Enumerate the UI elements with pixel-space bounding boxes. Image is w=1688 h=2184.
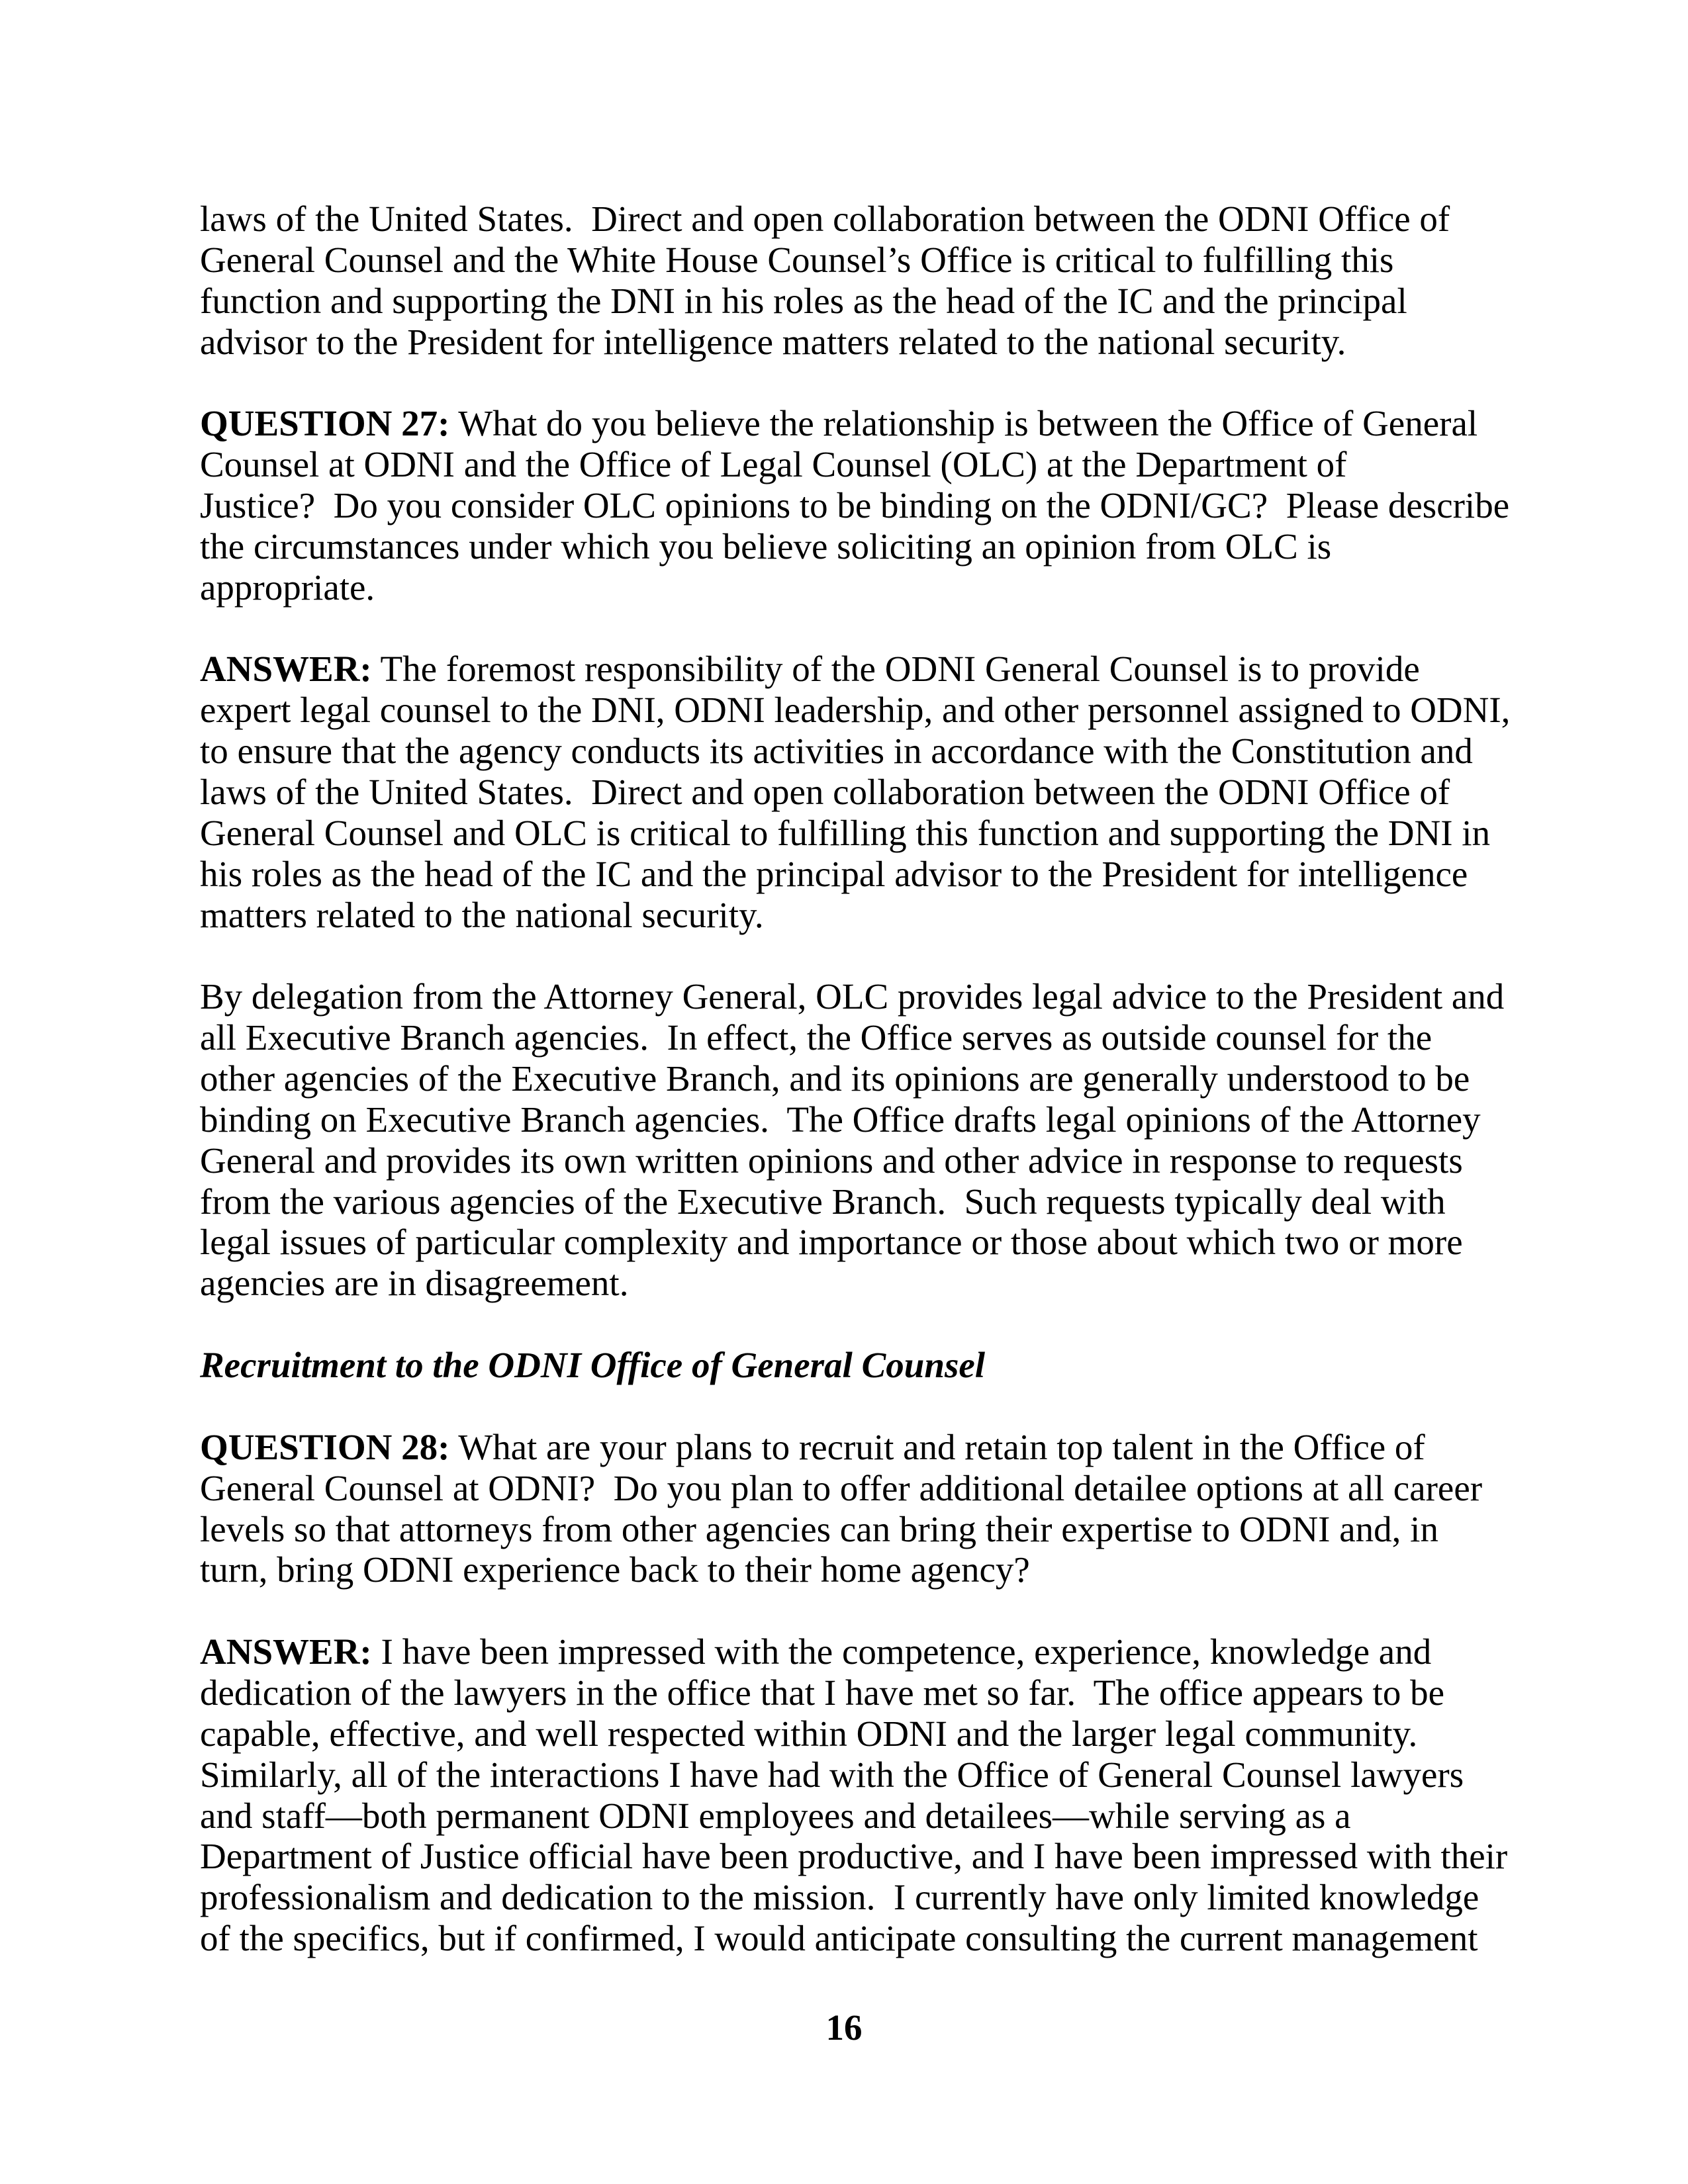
text-line: his roles as the head of the IC and the principal advisor to the President for intelligence [200,853,1468,894]
section-heading-block [200,1345,1517,1386]
answer-label: ANSWER: [200,1631,372,1672]
text-line: of the specifics, but if confirmed, I would anticipate consulting the current management [200,1918,1478,1959]
text-line: Similarly, all of the interactions I have had with the Office of General Counsel lawyers [200,1754,1464,1795]
document-body [200,199,1517,2000]
text-line: levels so that attorneys from other agencies can bring their expertise to ODNI and, in [200,1508,1438,1549]
text-line: function and supporting the DNI in his roles as the head of the IC and the principal [200,280,1407,321]
text-line: dedication of the lawyers in the office that I have met so far. The office appears to be [200,1672,1444,1713]
text-line: matters related to the national security. [200,894,764,935]
answer-27 [200,649,1517,935]
text-line: capable, effective, and well respected within ODNI and the larger legal community. [200,1713,1418,1754]
text-line: Counsel at ODNI and the Office of Legal Counsel (OLC) at the Department of [200,444,1347,485]
page-number: 16 [825,2007,863,2048]
text-line: General Counsel at ODNI? Do you plan to offer additional detailee options at all career [200,1467,1483,1508]
text-line: binding on Executive Branch agencies. The Office drafts legal opinions of the Attorney [200,1099,1481,1140]
question-27 [200,403,1517,608]
text-line: to ensure that the agency conducts its activities in accordance with the Constitution and [200,731,1473,772]
text-line: legal issues of particular complexity and importance or those about which two or more [200,1222,1463,1263]
question-text: What are your plans to recruit and retain top talent in the Office of [449,1426,1425,1467]
text-line: General and provides its own written opinions and other advice in response to requests [200,1140,1463,1181]
text-line: By delegation from the Attorney General, OLC provides legal advice to the President and [200,976,1505,1017]
text-line: laws of the United States. Direct and open collaboration between the ODNI Office of [200,772,1450,813]
answer-text: The foremost responsibility of the ODNI General Counsel is to provide [371,649,1420,690]
text-line: agencies are in disagreement. [200,1263,629,1304]
answer-text: I have been impressed with the competence, experience, knowledge and [371,1631,1432,1672]
text-line: appropriate. [200,567,375,608]
text-line: expert legal counsel to the DNI, ODNI leadership, and other personnel assigned to ODNI, [200,690,1511,731]
text-line: advisor to the President for intelligence matters related to the national security. [200,321,1346,362]
text-line: turn, bring ODNI experience back to their home agency? [200,1549,1030,1590]
text-line: General Counsel and the White House Counsel’s Office is critical to fulfilling this [200,239,1394,280]
olc-paragraph [200,976,1517,1304]
text-line [200,649,1517,690]
answer-28 [200,1631,1517,1959]
text-line: the circumstances under which you believe soliciting an opinion from OLC is [200,525,1332,567]
text-line [200,403,1517,444]
text-line [200,1427,1517,1468]
text-line [200,1631,1517,1672]
answer-label: ANSWER: [200,649,372,690]
text-line: other agencies of the Executive Branch, and its opinions are generally understood to be [200,1058,1470,1099]
text-line: Department of Justice official have been productive, and I have been impressed with their [200,1836,1508,1877]
text-line: General Counsel and OLC is critical to fulfilling this function and supporting the DNI in [200,812,1491,853]
text-line: and staff—both permanent ODNI employees and detailees—while serving as a [200,1795,1351,1836]
continuation-paragraph [200,199,1517,362]
text-line: from the various agencies of the Executive Branch. Such requests typically deal with [200,1181,1446,1222]
section-heading: Recruitment to the ODNI Office of General Counsel [200,1345,986,1386]
question-label: QUESTION 27: [200,403,450,444]
text-line: all Executive Branch agencies. In effect, the Office serves as outside counsel for the [200,1017,1432,1058]
question-text: What do you believe the relationship is between the Office of General [449,403,1478,444]
text-line: professionalism and dedication to the mission. I currently have only limited knowledge [200,1877,1479,1918]
question-28 [200,1427,1517,1590]
text-line: Justice? Do you consider OLC opinions to be binding on the ODNI/GC? Please describe [200,485,1510,526]
text-line: laws of the United States. Direct and open collaboration between the ODNI Office of [200,199,1450,239]
question-label: QUESTION 28: [200,1426,450,1467]
